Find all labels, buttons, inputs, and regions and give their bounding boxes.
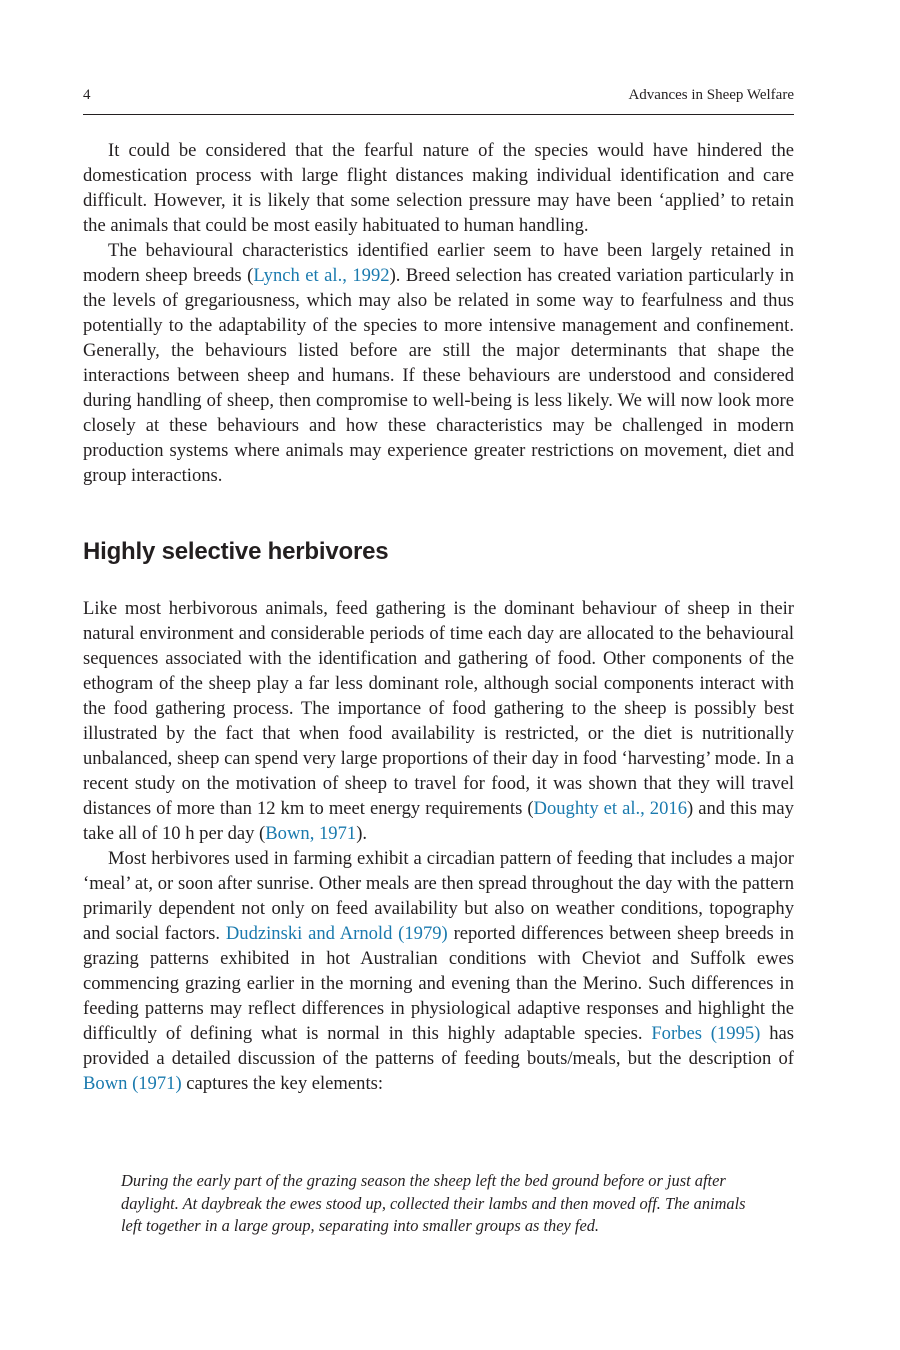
intro-text [83, 138, 794, 488]
paragraph-text: ). [356, 823, 368, 844]
paragraph [83, 596, 794, 846]
running-title: Advances in Sheep Welfare [628, 87, 794, 103]
citation-link[interactable]: Forbes (1995) [651, 1023, 761, 1044]
citation-link[interactable]: Doughty et al., 2016 [533, 798, 687, 819]
paragraph [83, 846, 794, 1096]
paragraph-text: has provided a detailed discussion of the patterns of feeding bouts/meals, but the description of [83, 1023, 794, 1069]
paragraph-text: ) and this may take all of 10 h per day ( [83, 798, 794, 844]
page-number: 4 [83, 87, 91, 103]
paragraph-text: The behavioural characteristics identified earlier seem to have been largely retained in modern sheep breeds ( [83, 240, 794, 286]
paragraph-text: ). Breed selection has created variation particularly in the levels of gregariousness, which may also be related in some way to fearfulness and thus potentially to the adaptability of the species to more intensive management and confinement. Generally, the behaviours listed before are still the major determinants that shape the interactions between sheep and humans. If these behaviours are understood and considered during handling of sheep, then compromise to well-being is less likely. We will now look more closely at these behaviours and how these characteristics may be challenged in modern production systems where animals may experience greater restrictions on movement, diet and group interactions. [83, 265, 794, 486]
paragraph [83, 238, 794, 488]
paragraph [83, 138, 794, 238]
paragraph-text: captures the key elements: [181, 1073, 384, 1094]
citation-link[interactable]: Dudzinski and Arnold (1979) [225, 923, 448, 944]
citation-link[interactable]: Bown (1971) [83, 1073, 182, 1094]
block-quote: During the early part of the grazing season the sheep left the bed ground before or just after daylight. At daybreak the ewes stood up, collected their lambs and then moved off. The animals left together in a large group, separating into smaller groups as they fed. [121, 1171, 746, 1235]
running-header [83, 84, 794, 115]
paragraph-text: Most herbivores used in farming exhibit a circadian pattern of feeding that includes a major ‘meal’ at, or soon after sunrise. Other meals are then spread throughout the day with the pattern primarily dependent not only on feed availability but also on weather conditions, topography and social factors. [83, 848, 794, 944]
paragraph-text: reported differences between sheep breeds in grazing patterns exhibited in hot Australian conditions with Cheviot and Suffolk ewes commencing grazing earlier in the morning and evening than the Merino. Such differences in feeding patterns may reflect differences in physiological adaptive responses and highlight the difficultly of defining what is normal in this highly adaptable species. [83, 923, 795, 1044]
citation-link[interactable]: Lynch et al., 1992 [253, 265, 390, 286]
section-text [83, 596, 794, 1096]
paragraph-text: It could be considered that the fearful nature of the species would have hindered the domestication process with large flight distances making individual identification and care difficult. However, it is likely that some selection pressure may have been ‘applied’ to retain the animals that could be most easily habituated to human handling. [83, 140, 794, 236]
paragraph-text: Like most herbivorous animals, feed gathering is the dominant behaviour of sheep in their natural environment and considerable periods of time each day are allocated to the behavioural sequences associated with the identification and gathering of food. Other components of the ethogram of the sheep play a far less dominant role, although social components interact with the food gathering process. The importance of food gathering to the sheep is possibly best illustrated by the fact that when food availability is restricted, or the diet is nutritionally unbalanced, sheep can spend very large proportions of their day in food ‘harvesting’ mode. In a recent study on the motivation of sheep to travel for food, it was shown that they will travel distances of more than 12 km to meet energy requirements ( [83, 598, 794, 819]
citation-link[interactable]: Bown, 1971 [265, 823, 357, 844]
section-heading: Highly selective herbivores [83, 538, 389, 565]
